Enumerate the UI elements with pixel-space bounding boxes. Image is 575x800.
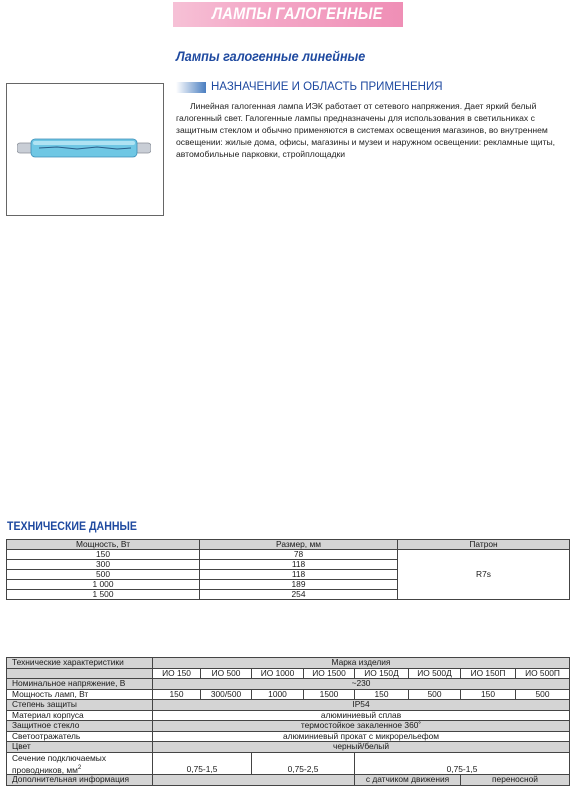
size-cell: 254: [200, 590, 398, 600]
protection-value: IP54: [153, 700, 570, 711]
extra-value: переносной: [461, 775, 570, 786]
size-table: [6, 539, 570, 600]
tech-data-title: ТЕХНИЧЕСКИЕ ДАННЫЕ: [7, 521, 137, 533]
page-subtitle: Лампы галогенные линейные: [176, 48, 366, 64]
wire-section-row: [7, 752, 570, 775]
extra-empty: [153, 775, 355, 786]
size-cell: 118: [200, 570, 398, 580]
models-row-empty: [7, 668, 153, 679]
protection-label: Степень защиты: [7, 700, 153, 711]
model-cell: ИО 1000: [252, 668, 304, 679]
power-cell: 1 000: [7, 580, 200, 590]
model-cell: ИО 150П: [461, 668, 516, 679]
size-cell: 118: [200, 560, 398, 570]
power-cell: 1 500: [7, 590, 200, 600]
reflector-row: [7, 731, 570, 742]
wire-section-label-line2: проводников, мм: [12, 764, 78, 775]
description-text: Линейная галогенная лампа ИЭК работает от сетевого напряжения. Дает яркий белый галогенный свет. Галогенные лампы предназначены для использования в светильниках с защитным стеклом и обычно применяются в системах освещения магазинов, во внутреннем освещении: жилые дома, офисы, магазины и музеи и наружном освещении: рекламные щиты, автомобильные парковки, стройплощадки: [176, 101, 556, 159]
banner-title: ЛАМПЫ ГАЛОГЕННЫЕ: [212, 4, 383, 23]
extra-label: Дополнительная информация: [7, 775, 153, 786]
power-value: 150: [153, 689, 201, 700]
power-value: 150: [461, 689, 516, 700]
model-cell: ИО 1500: [304, 668, 355, 679]
size-cell: 78: [200, 550, 398, 560]
voltage-value: ~230: [153, 679, 570, 690]
model-cell: ИО 500Д: [409, 668, 461, 679]
wire-section-label: [7, 752, 153, 775]
specs-table: [6, 657, 570, 786]
power-value: 500: [516, 689, 570, 700]
color-label: Цвет: [7, 742, 153, 753]
brand-head: Марка изделия: [153, 658, 570, 669]
wire-section-unit-sup: 2: [77, 764, 82, 771]
glass-row: [7, 721, 570, 732]
protection-row: [7, 700, 570, 711]
section-heading: НАЗНАЧЕНИЕ И ОБЛАСТЬ ПРИМЕНЕНИЯ: [211, 81, 443, 93]
power-value: 1000: [252, 689, 304, 700]
header-socket: Патрон: [398, 540, 570, 550]
model-cell: ИО 500П: [516, 668, 570, 679]
reflector-value: алюминиевый прокат с микрорельефом: [153, 731, 570, 742]
material-row: [7, 710, 570, 721]
extra-row: [7, 775, 570, 786]
table-header-row: [7, 540, 570, 550]
glass-label: Защитное стекло: [7, 721, 153, 732]
wire-section-value: 0,75-1,5: [153, 752, 252, 775]
model-cell: ИО 500: [201, 668, 252, 679]
model-cell: ИО 150Д: [355, 668, 409, 679]
models-row: [7, 668, 570, 679]
header-size: Размер, мм: [200, 540, 398, 550]
voltage-label: Номинальное напряжение, В: [7, 679, 153, 690]
power-label: Мощность ламп, Вт: [7, 689, 153, 700]
power-value: 300/500: [201, 689, 252, 700]
size-cell: 189: [200, 580, 398, 590]
material-label: Материал корпуса: [7, 710, 153, 721]
power-value: 500: [409, 689, 461, 700]
model-cell: ИО 150: [153, 668, 201, 679]
power-cell: 150: [7, 550, 200, 560]
voltage-row: [7, 679, 570, 690]
table-row: [7, 550, 570, 560]
section-marker: [176, 82, 206, 93]
extra-value: с датчиком движения: [355, 775, 461, 786]
header-power: Мощность, Вт: [7, 540, 200, 550]
wire-section-value: 0,75-1,5: [355, 752, 570, 775]
color-value: черный/белый: [153, 742, 570, 753]
glass-value: термостойкое закаленное 360˚: [153, 721, 570, 732]
wire-section-label-line1: Сечение подключаемых: [12, 752, 107, 763]
wire-section-value: 0,75-2,5: [252, 752, 355, 775]
power-cell: 500: [7, 570, 200, 580]
color-row: [7, 742, 570, 753]
power-row: [7, 689, 570, 700]
material-value: алюминиевый сплав: [153, 710, 570, 721]
socket-cell: R7s: [398, 550, 570, 600]
specs-header-row: [7, 658, 570, 669]
reflector-label: Светоотражатель: [7, 731, 153, 742]
halogen-lamp-image: [17, 136, 151, 160]
product-photo: [6, 83, 164, 216]
power-cell: 300: [7, 560, 200, 570]
specs-col-head: Технические характеристики: [7, 658, 153, 669]
power-value: 1500: [304, 689, 355, 700]
power-value: 150: [355, 689, 409, 700]
